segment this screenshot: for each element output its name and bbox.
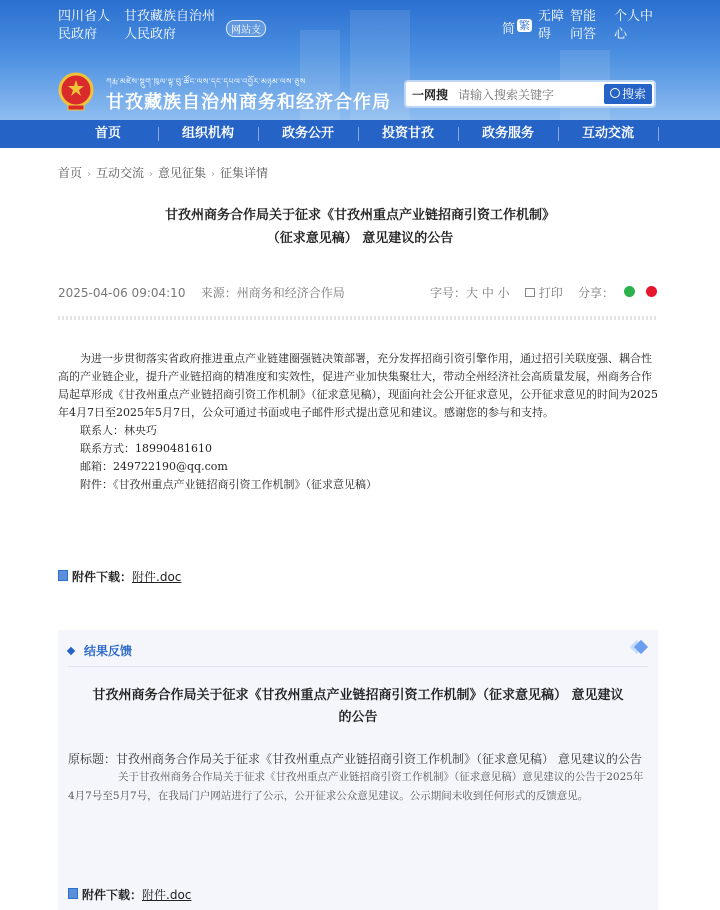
publish-date: 2025-04-06 09:04:10 bbox=[58, 286, 186, 300]
feedback-heading-label: 结果反馈 bbox=[84, 644, 133, 658]
nav-item-invest[interactable]: 投资甘孜 bbox=[381, 126, 434, 141]
breadcrumb bbox=[58, 164, 268, 181]
article-meta bbox=[58, 284, 345, 301]
breadcrumb-current: 征集详情 bbox=[220, 166, 269, 180]
nav-item-services[interactable]: 政务服务 bbox=[481, 126, 534, 141]
tibetan-title: ཀརྨ་མཛེས་སྡུག་ཁུལ་ལྟ་བུ་ཚོང་ལས་དང་དཔལ་འབྱོར་མཉམ་ལས་ཅུས bbox=[106, 77, 306, 86]
link-ganzi-gov[interactable]: 甘孜藏族自治州人民政府 bbox=[124, 9, 216, 42]
wechat-share-icon[interactable] bbox=[624, 286, 635, 297]
main-nav bbox=[0, 120, 720, 148]
breadcrumb-consultation[interactable]: 意见征集 bbox=[158, 166, 207, 180]
site-header bbox=[0, 0, 720, 120]
print-icon bbox=[525, 288, 535, 297]
print-button[interactable]: 打印 bbox=[538, 286, 563, 300]
divider bbox=[68, 666, 648, 667]
search-icon bbox=[610, 88, 620, 98]
breadcrumb-chevron-icon: › bbox=[211, 169, 216, 180]
breadcrumb-interaction[interactable]: 互动交流 bbox=[96, 166, 145, 180]
weibo-share-icon[interactable] bbox=[646, 286, 657, 297]
search-box bbox=[404, 80, 656, 108]
personal-center-link[interactable]: 个人中心 bbox=[614, 9, 654, 42]
national-emblem-icon bbox=[58, 72, 94, 112]
article-source: 来源：州商务和经济合作局 bbox=[200, 286, 345, 300]
divider bbox=[58, 316, 658, 320]
title-line: 的公告 bbox=[338, 710, 378, 725]
attachment-label: 附件下载： bbox=[72, 570, 133, 584]
title-line: （征求意见稿） 意见建议的公告 bbox=[266, 231, 454, 246]
article-body bbox=[58, 350, 658, 494]
feedback-title bbox=[58, 685, 658, 729]
diamond-decoration-icon bbox=[634, 640, 648, 654]
attachment-note: 附件：《甘孜州重点产业链招商引资工作机制》（征求意见稿） bbox=[80, 478, 377, 491]
article-tools bbox=[430, 284, 614, 301]
title-line: 甘孜州商务合作局关于征求《甘孜州重点产业链招商引资工作机制》 bbox=[164, 208, 555, 223]
document-icon bbox=[68, 888, 78, 899]
attachment-link[interactable]: 附件.doc bbox=[132, 570, 182, 584]
document-icon bbox=[58, 570, 68, 581]
link-sichuan-gov[interactable]: 四川省人民政府 bbox=[58, 9, 111, 42]
title-line: 甘孜州商务合作局关于征求《甘孜州重点产业链招商引资工作机制》（征求意见稿） 意见建议 bbox=[92, 688, 624, 703]
site-title[interactable]: 甘孜藏族自治州商务和经济合作局 bbox=[106, 92, 391, 113]
lang-traditional[interactable]: 繁 bbox=[519, 19, 530, 32]
breadcrumb-home[interactable]: 首页 bbox=[58, 166, 83, 180]
attachment-download bbox=[58, 568, 181, 585]
feedback-attachment-download bbox=[68, 886, 191, 903]
font-size-control[interactable]: 字号：大 中 小 bbox=[430, 286, 510, 300]
share-label: 分享： bbox=[578, 286, 615, 300]
nav-divider bbox=[658, 127, 659, 141]
nav-item-gov-affairs[interactable]: 政务公开 bbox=[281, 126, 334, 141]
diamond-icon bbox=[67, 647, 75, 655]
attachment-link[interactable]: 附件.doc bbox=[142, 888, 192, 902]
nav-item-organization[interactable]: 组织机构 bbox=[181, 126, 234, 141]
mobile-site-badge[interactable]: 网站支 bbox=[226, 20, 266, 37]
breadcrumb-chevron-icon: › bbox=[149, 169, 154, 180]
search-button[interactable] bbox=[604, 84, 652, 104]
lang-simplified[interactable]: 简 bbox=[502, 22, 516, 37]
nav-item-home[interactable]: 首页 bbox=[94, 126, 121, 141]
search-button-label: 搜索 bbox=[621, 87, 646, 101]
feedback-panel bbox=[58, 630, 658, 910]
contact-person: 联系人：林央巧 bbox=[80, 424, 157, 437]
page-title bbox=[58, 204, 662, 250]
feedback-text: 关于甘孜州商务合作局关于征求《甘孜州重点产业链招商引资工作机制》（征求意见稿）意见建议的公告于2025年4月7号至5月7号，在我局门户网站进行了公示，公开征求公众意见建议。公示期间未收到任何形式的反馈意见。 bbox=[68, 771, 644, 802]
accessibility-link[interactable]: 无障碍 bbox=[538, 9, 565, 42]
nav-item-interaction[interactable]: 互动交流 bbox=[581, 126, 634, 141]
smart-qa-link[interactable]: 智能问答 bbox=[570, 9, 597, 42]
feedback-heading bbox=[68, 642, 132, 659]
attachment-label: 附件下载： bbox=[82, 888, 143, 902]
search-input[interactable] bbox=[456, 85, 610, 105]
contact-phone: 联系方式：18990481610 bbox=[80, 442, 212, 455]
contact-email: 邮箱：249722190@qq.com bbox=[80, 460, 228, 473]
breadcrumb-chevron-icon: › bbox=[87, 169, 92, 180]
article-paragraph: 为进一步贯彻落实省政府推进重点产业链建圈强链决策部署，充分发挥招商引资引擎作用，通过招引关联度强、耦合性高的产业链企业，提升产业链招商的精准度和实效性，促进产业加快集聚壮大，带动全州经济社会高质量发展，州商务合作局起草形成《甘孜州重点产业链招商引资工作机制》（征求意见稿），现面向社会公开征求意见，公开征求意见的时间为2025年4月7日至2025年5月7日，公众可通过书面或电子邮件形式提出意见和建议。感谢您的参与和支持。 bbox=[58, 352, 658, 419]
search-label: 一网搜 bbox=[412, 88, 449, 102]
original-title: 原标题：甘孜州商务合作局关于征求《甘孜州重点产业链招商引资工作机制》（征求意见稿） 意见建议的公告 bbox=[68, 752, 642, 766]
